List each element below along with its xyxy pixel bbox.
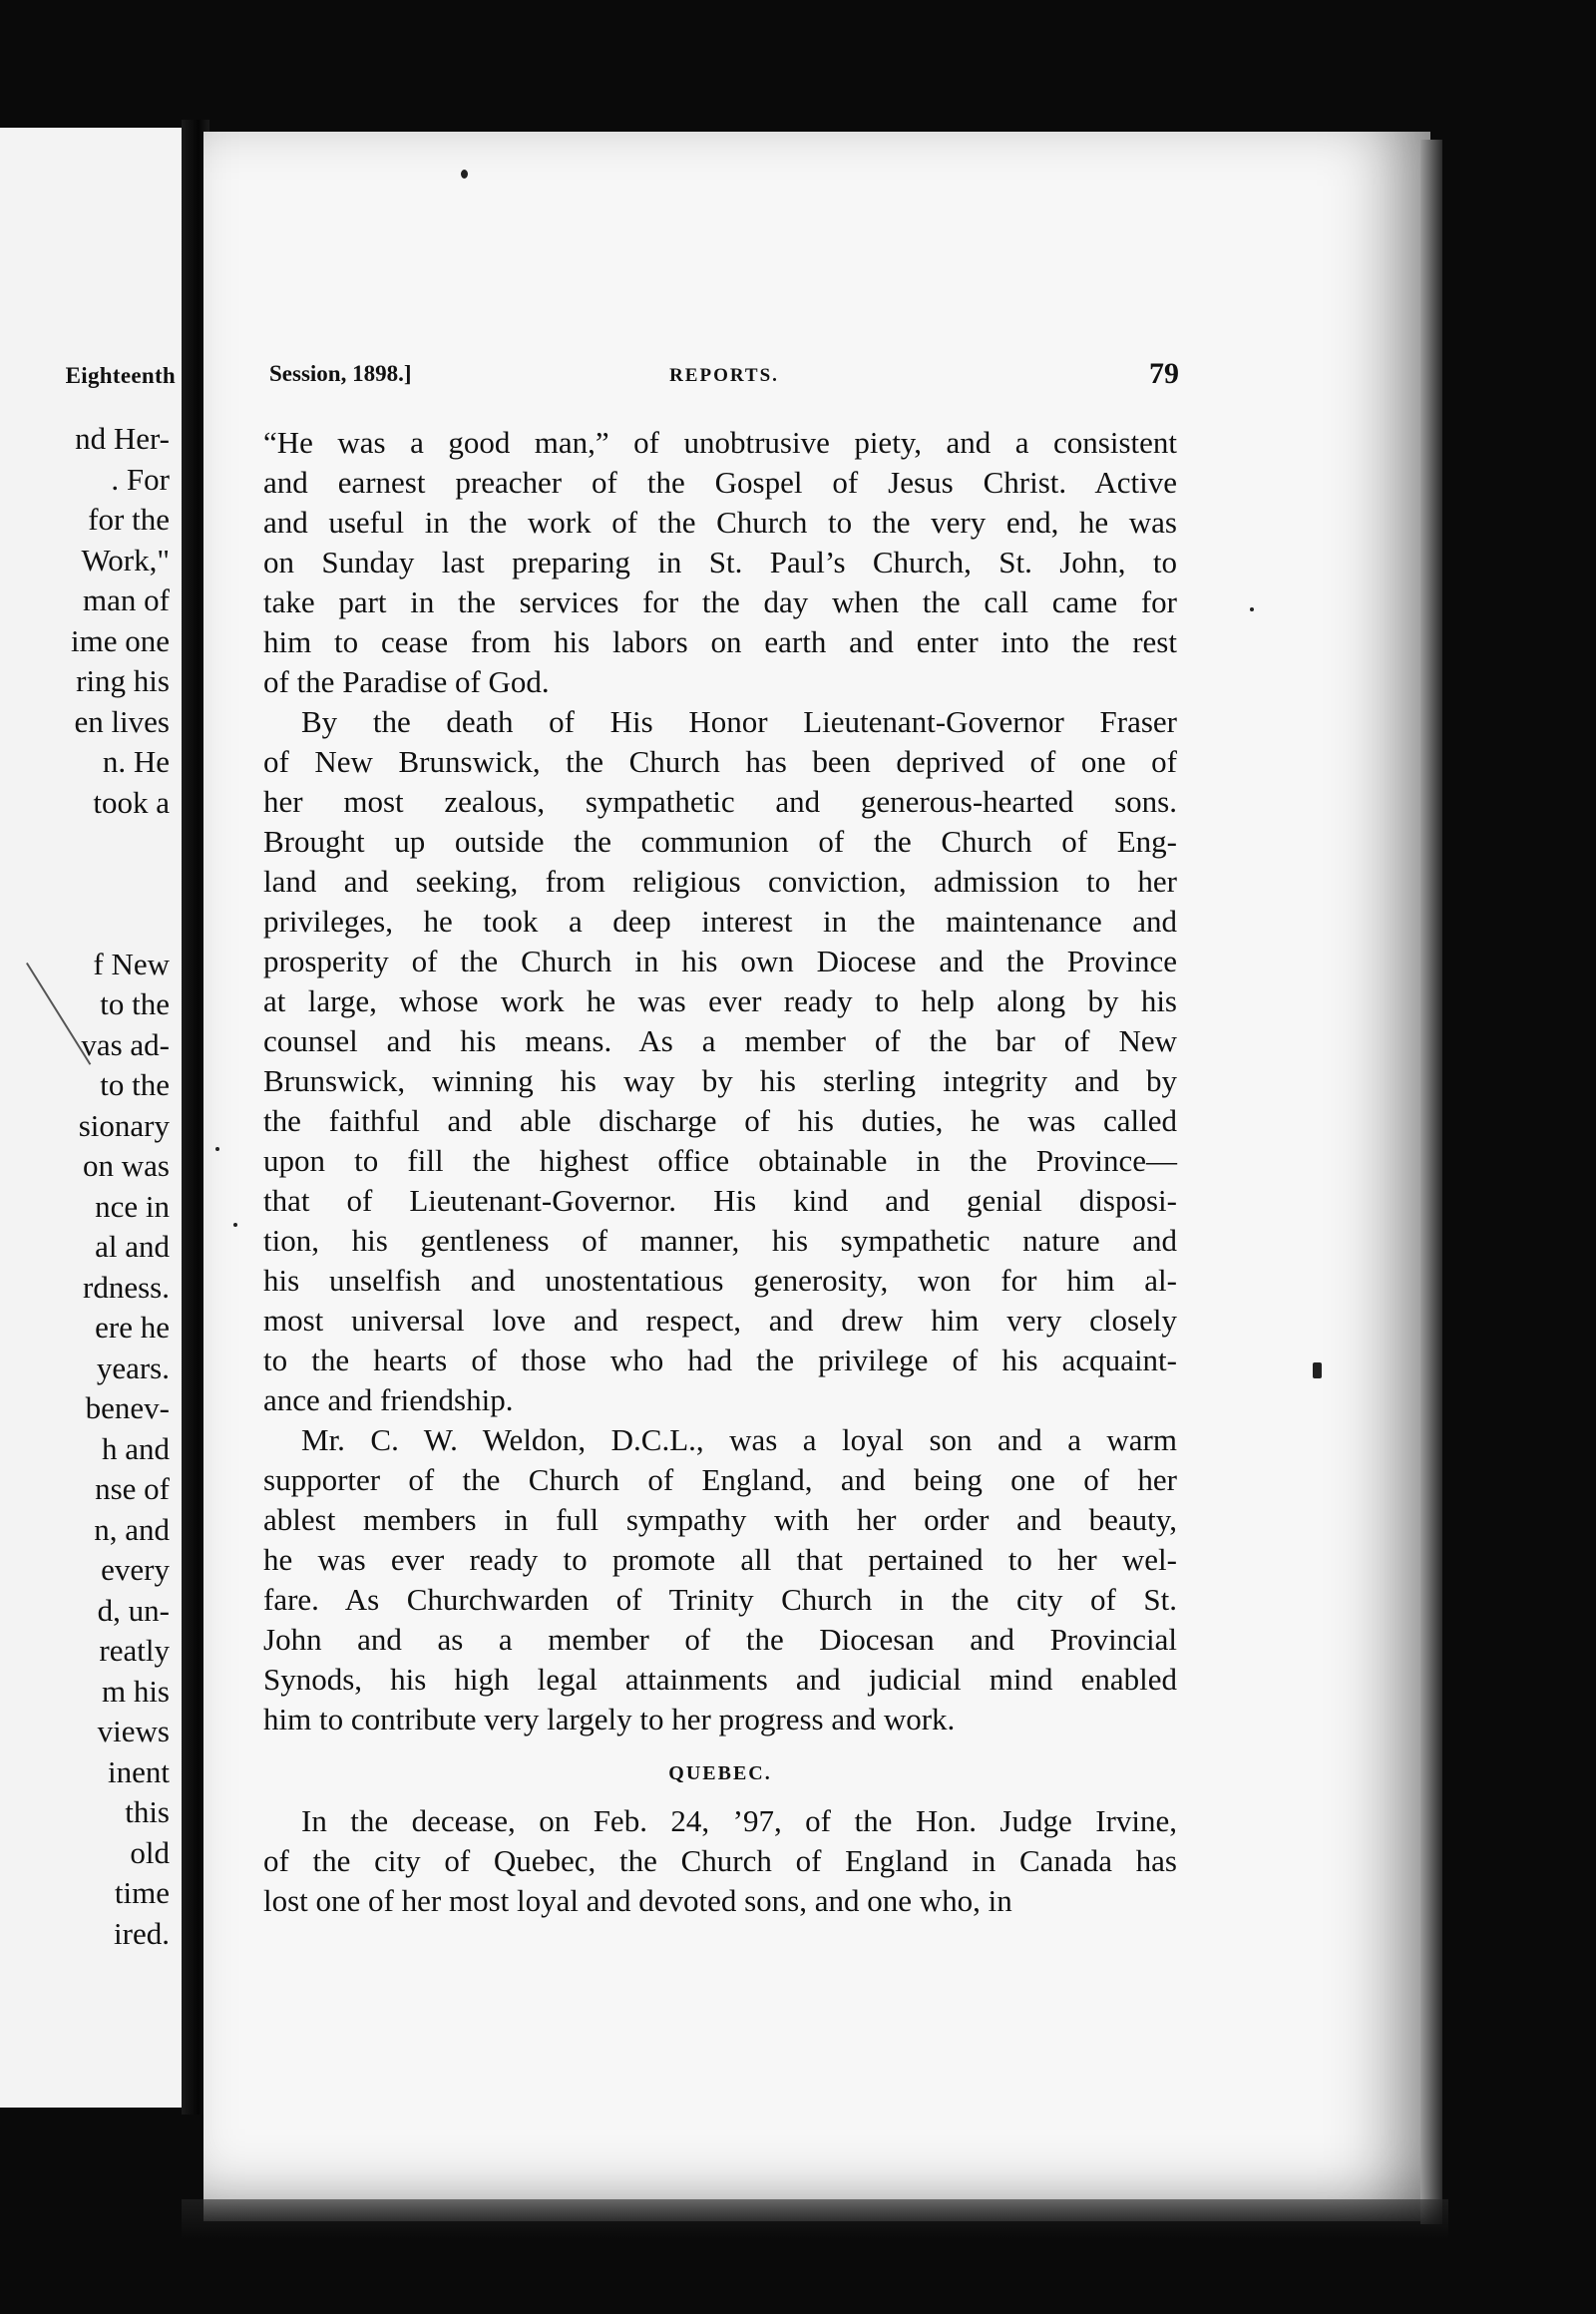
session-label: Session, 1898.] <box>269 361 412 386</box>
text-line: him to contribute very largely to her progress and work. <box>263 1702 956 1736</box>
text-line: prosperity of the Church in his own Diocese and the Province <box>263 944 1177 978</box>
text-line: fare. As Churchwarden of Trinity Church in the city of St. <box>263 1582 1177 1617</box>
page-edge-shadow <box>1420 140 1442 2224</box>
text-line: at large, whose work he was ever ready to help along by his <box>263 983 1177 1018</box>
text-line: take part in the services for the day when the call came for <box>263 584 1177 619</box>
left-text-line: d, un- <box>97 1592 170 1628</box>
text-line: him to cease from his labors on earth and enter into the rest <box>263 624 1177 659</box>
left-text-line: old <box>130 1834 170 1870</box>
left-text-line: ring his <box>76 663 170 698</box>
section-heading-quebec: QUEBEC. <box>668 1762 772 1784</box>
scan-speck <box>1313 1362 1322 1378</box>
text-line: and earnest preacher of the Gospel of Jesus Christ. Active <box>263 465 1177 500</box>
text-line: his unselfish and unostentatious generosity, won for him al- <box>263 1263 1177 1298</box>
text-line: the faithful and able discharge of his duties, he was called <box>263 1103 1177 1138</box>
text-line: tion, his gentleness of manner, his sympathetic nature and <box>263 1223 1177 1258</box>
text-line: and useful in the work of the Church to the very end, he was <box>263 505 1177 540</box>
left-text-line: for the <box>88 502 170 537</box>
left-text-line: nd Her- <box>75 421 170 456</box>
scan-speck <box>215 1147 219 1151</box>
text-line: supporter of the Church of England, and being one of her <box>263 1462 1177 1497</box>
text-line: on Sunday last preparing in St. Paul’s Church, St. John, to <box>263 545 1177 579</box>
left-text-line: m his <box>101 1673 170 1709</box>
left-text-line: inent <box>108 1753 170 1789</box>
text-line: land and seeking, from religious conviction, admission to her <box>263 864 1177 899</box>
section-title: REPORTS. <box>669 365 779 386</box>
left-text-line: n, and <box>94 1511 170 1547</box>
scan-speck <box>1250 607 1254 611</box>
text-line: Synods, his high legal attainments and judicial mind enabled <box>263 1662 1177 1697</box>
running-head <box>269 357 1179 397</box>
text-line: Brought up outside the communion of the Church of Eng- <box>263 824 1177 859</box>
text-line: he was ever ready to promote all that pertained to her wel- <box>263 1542 1177 1577</box>
text-line: Mr. C. W. Weldon, D.C.L., was a loyal son and a warm <box>301 1422 1177 1457</box>
text-line: most universal love and respect, and drew him very closely <box>263 1303 1177 1338</box>
left-text-line: every <box>101 1552 170 1587</box>
left-text-line: f New <box>93 946 170 981</box>
left-text-line: . For <box>111 461 170 497</box>
text-line: John and as a member of the Diocesan and Provincial <box>263 1622 1177 1657</box>
text-line: of New Brunswick, the Church has been deprived of one of <box>263 744 1177 779</box>
page-bottom-shadow <box>182 2199 1448 2239</box>
left-text-line: nse of <box>95 1471 170 1506</box>
paragraph-irvine <box>263 1801 1177 1921</box>
left-text-line: ired. <box>114 1915 170 1951</box>
left-text-line: al and <box>95 1229 170 1264</box>
left-text-line: man of <box>83 582 170 617</box>
paragraph-good-man <box>263 423 1177 702</box>
text-line: her most zealous, sympathetic and generous-hearted sons. <box>263 784 1177 819</box>
text-line: lost one of her most loyal and devoted sons, and one who, in <box>263 1883 1012 1918</box>
paragraph-weldon <box>263 1420 1177 1739</box>
page-number: 79 <box>1149 357 1179 390</box>
scan-speck <box>233 1223 237 1227</box>
left-text-line: h and <box>101 1430 170 1466</box>
left-text-line: to the <box>100 1067 170 1102</box>
left-text-line: sionary <box>78 1107 170 1143</box>
text-line: “He was a good man,” of unobtrusive piety, and a consistent <box>263 425 1177 460</box>
left-text-line: Work," <box>81 542 170 578</box>
left-text-line: en lives <box>74 703 170 739</box>
left-text-line: this <box>125 1794 170 1829</box>
left-text-line: reatly <box>99 1633 170 1668</box>
text-line: of the Paradise of God. <box>263 664 550 699</box>
text-line: privileges, he took a deep interest in the maintenance and <box>263 904 1177 939</box>
text-line: In the decease, on Feb. 24, ’97, of the Hon. Judge Irvine, <box>301 1803 1177 1838</box>
text-line: upon to fill the highest office obtainable in the Province— <box>263 1143 1177 1178</box>
text-line: counsel and his means. As a member of the bar of New <box>263 1023 1177 1058</box>
left-text-line: on was <box>83 1148 170 1183</box>
text-line: ablest members in full sympathy with her order and beauty, <box>263 1502 1177 1537</box>
scan-speck <box>461 170 468 179</box>
left-text-line: ime one <box>71 622 170 658</box>
text-line: that of Lieutenant-Governor. His kind and genial disposi- <box>263 1183 1177 1218</box>
left-text-line: took a <box>93 784 170 820</box>
left-text-line: nce in <box>95 1188 170 1224</box>
text-line: of the city of Quebec, the Church of England in Canada has <box>263 1843 1177 1878</box>
left-page-fragment <box>0 128 182 2108</box>
margin-pencil-mark <box>26 963 91 1065</box>
left-text-line: years. <box>96 1350 170 1385</box>
left-text-line: ere he <box>95 1310 170 1345</box>
text-line: Brunswick, winning his way by his sterling integrity and by <box>263 1063 1177 1098</box>
paragraph-fraser <box>263 702 1177 1420</box>
left-text-line: rdness. <box>83 1269 170 1305</box>
left-text-line: vas ad- <box>81 1026 170 1062</box>
left-text-line: time <box>114 1875 170 1910</box>
text-line: By the death of His Honor Lieutenant-Governor Fraser <box>301 704 1177 739</box>
left-text-line: benev- <box>85 1390 170 1425</box>
left-text-line: n. He <box>102 744 170 779</box>
left-text-line: to the <box>100 986 170 1021</box>
text-line: ance and friendship. <box>263 1382 514 1417</box>
text-line: to the hearts of those who had the privilege of his acquaint- <box>263 1343 1177 1377</box>
left-text-line: views <box>97 1714 170 1748</box>
page-body <box>263 423 1177 1921</box>
left-running-head: Eighteenth <box>65 363 176 388</box>
